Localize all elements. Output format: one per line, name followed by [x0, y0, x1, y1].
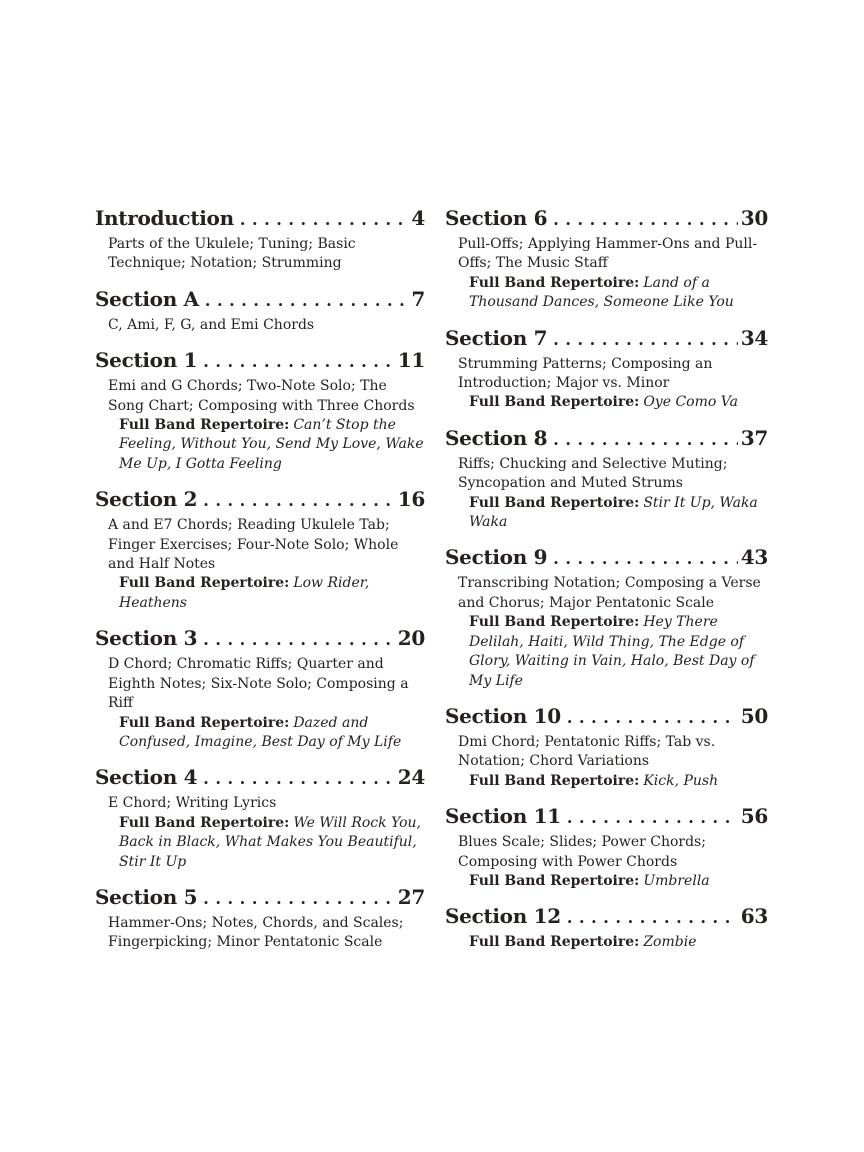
repertoire-songs: Umbrella: [643, 872, 710, 889]
toc-columns: [95, 206, 768, 966]
toc-entry-page-number: 11: [397, 348, 425, 373]
repertoire-songs: Can’t Stop the Feeling, Without You, Send My Love, Wake Me Up, I Gotta Feeling: [119, 417, 424, 472]
repertoire-songs: Kick, Push: [643, 772, 719, 789]
dot-leader: [203, 766, 395, 791]
toc-entry-introduction: [95, 206, 425, 274]
dot-leader: [203, 886, 395, 911]
toc-entry-title: Section 10: [445, 703, 561, 728]
toc-entry-title: Section 11: [445, 804, 561, 829]
toc-entry-page-number: 27: [397, 884, 425, 909]
toc-entry-description: Riffs; Chucking and Selective Muting; Syncopation and Muted Strums: [458, 455, 728, 492]
toc-entry-heading: [445, 206, 768, 232]
toc-entry-repertoire: [119, 574, 425, 613]
toc-entry-title: Introduction: [95, 206, 234, 230]
toc-entry-page-number: 37: [740, 425, 768, 450]
repertoire-songs: Low Rider, Heathens: [119, 575, 370, 611]
toc-entry-section-12: [445, 904, 768, 952]
toc-entry-description: Hammer-Ons; Notes, Chords, and Scales; Fingerpicking; Minor Pentatonic Scale: [108, 914, 404, 951]
dot-leader: [553, 546, 738, 571]
toc-entry-title: Section A: [95, 286, 199, 311]
toc-entry-heading: [445, 904, 768, 930]
toc-entry-heading: [95, 487, 425, 513]
toc-entry-page-number: 24: [397, 765, 425, 790]
toc-entry-section-7: [445, 326, 768, 413]
toc-entry-repertoire: [469, 772, 768, 791]
toc-entry-page-number: 4: [411, 206, 425, 230]
toc-entry-description: Transcribing Notation; Composing a Verse and Chorus; Major Pentatonic Scale: [458, 575, 761, 611]
toc-entry-section-3: [95, 626, 425, 752]
toc-entry-heading: [95, 206, 425, 232]
dot-leader: [553, 327, 738, 352]
toc-entry-heading: [445, 326, 768, 352]
toc-entry-page-number: 7: [411, 286, 425, 311]
toc-entry-repertoire: [119, 714, 425, 753]
toc-entry-section-4: [95, 765, 425, 872]
toc-entry-heading: [95, 885, 425, 911]
toc-entry-title: Section 4: [95, 765, 198, 790]
repertoire-songs: Dazed and Confused, Imagine, Best Day of My Life: [119, 714, 402, 750]
toc-entry-title: Section 6: [445, 206, 548, 230]
toc-entry-description: C, Ami, F, G, and Emi Chords: [108, 316, 315, 333]
toc-entry-page-number: 20: [397, 626, 425, 651]
toc-entry-description: Dmi Chord; Pentatonic Riffs; Tab vs. Notation; Chord Variations: [458, 733, 716, 770]
repertoire-songs: We Will Rock You, Back in Black, What Makes You Beautiful, Stir It Up: [119, 814, 422, 870]
toc-entry-page-number: 56: [740, 804, 768, 829]
toc-entry-section-10: [445, 704, 768, 791]
dot-leader: [203, 488, 395, 513]
toc-entry-title: Section 1: [95, 348, 198, 373]
toc-entry-description: Blues Scale; Slides; Power Chords; Composing with Power Chords: [458, 834, 706, 870]
dot-leader: [240, 207, 409, 232]
toc-entry-title: Section 9: [445, 545, 548, 570]
dot-leader: [203, 627, 395, 652]
toc-entry-heading: [445, 804, 768, 830]
toc-entry-heading: [445, 704, 768, 730]
repertoire-songs: Stir It Up, Waka Waka: [469, 494, 758, 531]
toc-entry-heading: [445, 426, 768, 452]
dot-leader: [567, 805, 738, 830]
toc-entry-section-2: [95, 487, 425, 613]
repertoire-songs: Land of a Thousand Dances, Someone Like You: [469, 274, 734, 311]
repertoire-label: Full Band Repertoire:: [469, 872, 640, 889]
toc-entry-title: Section 5: [95, 884, 198, 909]
toc-entry-page-number: 34: [740, 325, 768, 350]
repertoire-songs: Zombie: [643, 934, 697, 951]
repertoire-label: Full Band Repertoire:: [469, 494, 640, 511]
toc-entry-title: Section 7: [445, 325, 548, 350]
toc-column-left: [95, 206, 425, 966]
toc-entry-section-1: [95, 348, 425, 474]
repertoire-label: Full Band Repertoire:: [469, 274, 640, 291]
repertoire-label: Full Band Repertoire:: [119, 417, 290, 434]
toc-entry-heading: [95, 348, 425, 374]
toc-entry-section-9: [445, 545, 768, 690]
toc-entry-repertoire: [469, 613, 768, 691]
dot-leader: [567, 905, 738, 930]
toc-entry-title: Section 3: [95, 626, 198, 651]
repertoire-songs: Hey There Delilah, Haiti, Wild Thing, The Edge of Glory, Waiting in Vain, Halo, Best Day of My Life: [469, 614, 755, 689]
toc-entry-section-5: [95, 885, 425, 953]
toc-entry-heading: [95, 287, 425, 313]
dot-leader: [553, 207, 738, 232]
repertoire-label: Full Band Repertoire:: [119, 575, 290, 592]
toc-entry-section-6: [445, 206, 768, 313]
repertoire-songs: Oye Como Va: [643, 394, 738, 411]
toc-entry-title: Section 2: [95, 487, 198, 512]
toc-entry-description: Parts of the Ukulele; Tuning; Basic Technique; Notation; Strumming: [108, 236, 356, 272]
repertoire-label: Full Band Repertoire:: [119, 814, 290, 831]
dot-leader: [203, 349, 395, 374]
toc-column-right: [445, 206, 768, 966]
toc-entry-page-number: 63: [740, 904, 768, 929]
toc-entry-heading: [445, 545, 768, 571]
toc-entry-heading: [95, 626, 425, 652]
repertoire-label: Full Band Repertoire:: [469, 934, 640, 951]
toc-entry-page-number: 30: [740, 206, 768, 230]
toc-entry-section-8: [445, 426, 768, 533]
dot-leader: [567, 705, 738, 730]
repertoire-label: Full Band Repertoire:: [469, 394, 640, 411]
toc-entry-page-number: 16: [397, 487, 425, 512]
dot-leader: [205, 288, 409, 313]
toc-entry-section-a: [95, 287, 425, 335]
toc-entry-page-number: 43: [740, 545, 768, 570]
toc-entry-repertoire: [469, 872, 768, 891]
toc-entry-description: E Chord; Writing Lyrics: [108, 795, 277, 812]
toc-entry-description: A and E7 Chords; Reading Ukulele Tab; Finger Exercises; Four-Note Solo; Whole and Half Notes: [108, 517, 399, 573]
toc-entry-repertoire: [119, 814, 425, 872]
toc-entry-description: D Chord; Chromatic Riffs; Quarter and Eighth Notes; Six-Note Solo; Composing a Riff: [108, 656, 409, 712]
toc-entry-repertoire: [469, 933, 768, 952]
toc-entry-section-11: [445, 804, 768, 891]
toc-entry-title: Section 12: [445, 904, 561, 929]
toc-entry-repertoire: [469, 393, 768, 412]
repertoire-label: Full Band Repertoire:: [469, 772, 640, 789]
toc-entry-description: Strumming Patterns; Composing an Introduction; Major vs. Minor: [458, 355, 713, 392]
dot-leader: [553, 427, 738, 452]
repertoire-label: Full Band Repertoire:: [469, 614, 640, 631]
toc-entry-description: Emi and G Chords; Two-Note Solo; The Song Chart; Composing with Three Chords: [108, 378, 415, 414]
toc-entry-heading: [95, 765, 425, 791]
toc-entry-repertoire: [469, 274, 768, 313]
toc-entry-page-number: 50: [740, 703, 768, 728]
toc-entry-repertoire: [119, 416, 425, 474]
toc-entry-description: Pull-Offs; Applying Hammer-Ons and Pull-Offs; The Music Staff: [458, 236, 758, 272]
toc-entry-repertoire: [469, 494, 768, 533]
toc-entry-title: Section 8: [445, 425, 548, 450]
repertoire-label: Full Band Repertoire:: [119, 714, 290, 731]
